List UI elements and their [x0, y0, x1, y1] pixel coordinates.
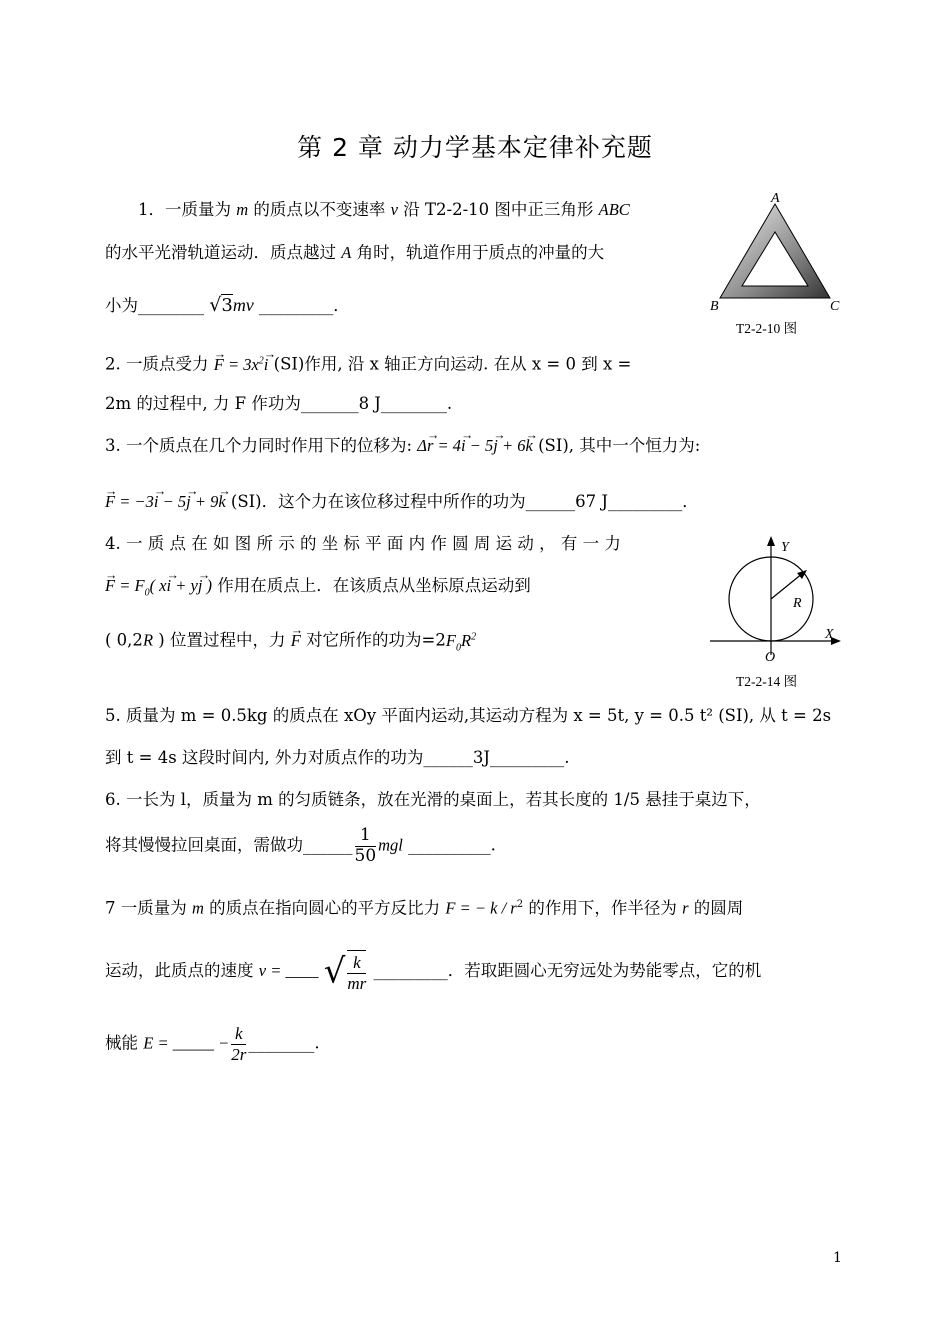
q4-line2: → $F = F_0$( x→ i + y→ j ) 作用在质点上．在该质点从坐标原点运动到: [105, 578, 531, 598]
page-number: 1: [833, 1250, 842, 1266]
vertex-c-label: C: [830, 299, 840, 314]
origin-label: O: [765, 650, 776, 665]
radius-label: R: [793, 596, 802, 611]
q1-line2: 的水平光滑轨道运动．质点越过 A 角时，轨道作用于质点的冲量的大: [105, 243, 605, 262]
figure-caption-t2-2-14: T2-2-14 图: [736, 674, 798, 689]
q7-line2: 运动，此质点的速度 v = ____ √ $\frac{k}{mr}$ _________．若取距圆心无穷远处为势能零点，它的机: [105, 951, 762, 993]
q4-line1: 4. 一 质 点 在 如 图 所 示 的 坐 标 平 面 内 作 圆 周 运 动 ， 有 一 力: [105, 534, 621, 553]
fraction-k-2r: $\frac{k}{2r}$: [231, 1024, 247, 1064]
fraction-1-50: $\frac{1}{50}$: [354, 825, 377, 866]
vertex-b-label: B: [710, 299, 719, 314]
q1-line3: 小为________ √3mv _________．: [105, 294, 350, 316]
force-field-expression: → $F = F_0$( x→ i + y→ j ): [105, 576, 212, 595]
page-title: 第 2 章 动力学基本定律补充题: [297, 133, 653, 162]
q2-line2: 2m 的过程中, 力 F 作功为_______8 J________.: [105, 394, 453, 413]
q7-line1: 7 一质量为 m 的质点在指向圆心的平方反比力 F = − k / $r^2$ 的作用下，作半径为 r 的圆周: [105, 898, 744, 918]
q5-line2: 到 t = 4s 这段时间内, 外力对质点作的功为______3J_________.: [105, 748, 570, 767]
triangle-figure: [700, 190, 850, 320]
q3-line2: → F = −3→ i − 5→ j + 9→ k (SI)．这个力在该位移过程中所作的功为______67 J_________．: [105, 494, 699, 511]
q2-line1: 2. 一质点受力 → $F = 3x^2\to i$ (SI)作用, 沿 x 轴正方向运动. 在从 x = 0 到 x =: [105, 356, 631, 373]
constant-force-expression: → F = −3→ i − 5→ j + 9→ k: [105, 492, 226, 511]
force-expression: → $F = 3x^2\to i$: [214, 355, 269, 374]
q6-line2: 将其慢慢拉回桌面，需做功______ $\frac{1}{50}$ mgl __________.: [105, 825, 496, 866]
q7-line3: 械能 E = _____ − $\frac{k}{2r}$ ________.: [105, 1024, 320, 1064]
q6-line1: 6. 一长为 l，质量为 m 的匀质链条，放在光滑的桌面上，若其长度的 1/5 悬挂于桌边下，: [105, 790, 761, 809]
q5-line1: 5. 质量为 m = 0.5kg 的质点在 xOy 平面内运动,其运动方程为 x = 5t, y = 0.5 t² (SI), 从 t = 2s: [105, 706, 832, 725]
vertex-a-label: A: [771, 191, 780, 206]
sqrt-symbol: √: [209, 294, 222, 316]
q1-line1: 1．一质量为 m 的质点以不变速率 v 沿 T2-2-10 图中正三角形 ABC: [138, 200, 630, 219]
sqrt-fraction: √ $\frac{k}{mr}$: [323, 951, 367, 993]
circle-axes-figure: [705, 530, 845, 665]
y-axis-label: Y: [781, 540, 789, 555]
q4-line3: ( 0,2R ) 位置过程中，力 → F 对它所作的功为$=2F_0R^2$: [105, 632, 476, 653]
q3-line1: 3. 一个质点在几个力同时作用下的位移为: Δ→ r = 4→ i − 5→ j + 6→ k (SI), 其中一个恒力为:: [105, 438, 700, 455]
displacement-expression: Δ→ r = 4→ i − 5→ j + 6→ k: [417, 436, 533, 455]
x-axis-label: X: [825, 627, 834, 642]
figure-caption-t2-2-10: T2-2-10 图: [736, 321, 798, 336]
